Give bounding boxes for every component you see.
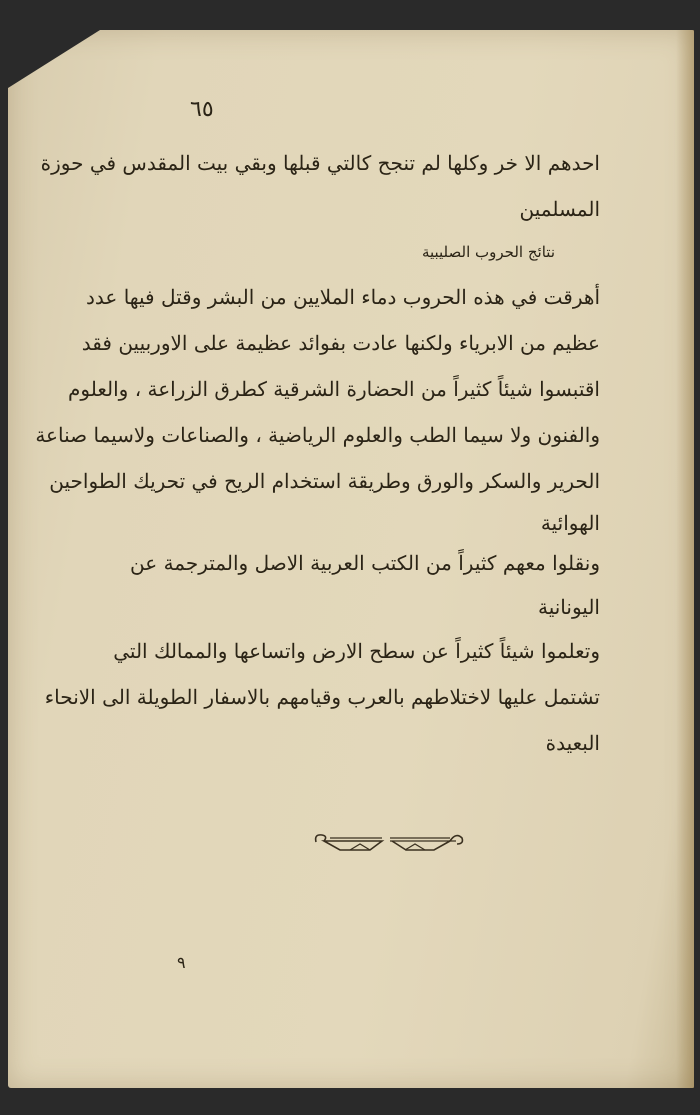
text-line: الهوائية	[540, 511, 600, 535]
text-line: تشتمل عليها لاختلاطهم بالعرب وقيامهم بالاسفار الطويلة الى الانحاء	[44, 685, 600, 709]
text-line: الحرير والسكر والورق وطريقة استخدام الريح في تحريك الطواحين	[49, 469, 600, 493]
text-line: المسلمين	[519, 197, 600, 221]
text-line: اليونانية	[537, 595, 600, 619]
page-number: ٦٥	[190, 97, 214, 122]
text-line: اقتبسوا شيئاً كثيراً من الحضارة الشرقية كطرق الزراعة ، والعلوم	[68, 377, 600, 401]
section-heading: نتائج الحروب الصليبية	[421, 243, 555, 261]
paragraph-geography	[44, 636, 600, 766]
text-line: وتعلموا شيئاً كثيراً عن سطح الارض واتساعها والممالك التي	[113, 639, 600, 663]
opening-paragraph	[40, 148, 600, 238]
text-line: عظيم من الابرياء ولكنها عادت بفوائد عظيمة على الاوربيين فقد	[81, 331, 600, 355]
text-line: احدهم الا خر وكلها لم تنجح كالتي قبلها وبقي بيت المقدس في حوزة	[40, 151, 600, 175]
paragraph-results	[35, 282, 600, 542]
text-line: والفنون ولا سيما الطب والعلوم الرياضية ، والصناعات ولاسيما صناعة	[35, 423, 600, 447]
text-line: ونقلوا معهم كثيراً من الكتب العربية الاصل والمترجمة عن	[130, 551, 600, 575]
paragraph-books	[130, 548, 600, 628]
text-line: أهرقت في هذه الحروب دماء الملايين من البشر وقتل فيها عدد	[86, 285, 600, 309]
signature-mark: ٩	[177, 953, 186, 972]
text-line: البعيدة	[545, 731, 600, 755]
ornament-divider	[310, 828, 465, 858]
folded-corner	[8, 30, 100, 88]
